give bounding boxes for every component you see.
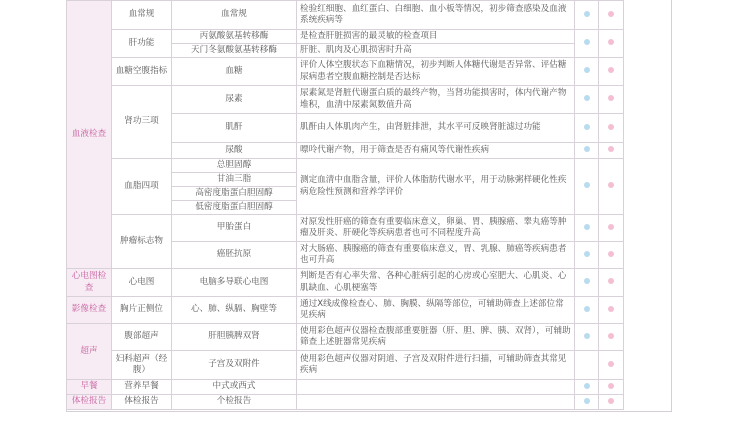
blank-cell	[624, 242, 671, 269]
mark-cell-pink	[599, 297, 624, 324]
mark-cell-pink	[599, 30, 624, 58]
item-description: 测定血清中血脂含量，评价人体脂肪代谢水平，用于动脉粥样硬化性疾病危险性预测和营养学评价	[297, 159, 575, 215]
mark-cell-pink	[599, 269, 624, 297]
item-name: 肝胆胰脾双肾	[172, 324, 297, 351]
pink-dot-icon	[608, 361, 614, 367]
item-description: 嘌呤代谢产物，用于筛查是否有痛风等代谢性疾病	[297, 143, 575, 159]
mark-cell-blue-empty	[575, 351, 599, 380]
mark-cell-blue	[575, 143, 599, 159]
mark-cell-pink	[599, 395, 624, 410]
table-row	[67, 395, 671, 410]
item-name: 甲胎蛋白	[172, 215, 297, 242]
blue-dot-icon	[584, 224, 590, 230]
item-description: 判断是否有心率失常、各种心脏病引起的心房或心室肥大、心肌炎、心肌缺血、心肌梗塞等	[297, 269, 575, 297]
blank-cell	[624, 58, 671, 86]
mark-cell-pink	[599, 114, 624, 143]
table-row	[67, 215, 671, 242]
mark-cell-blue	[575, 395, 599, 410]
subcategory: 心电图	[112, 269, 172, 297]
mark-cell-blue	[575, 30, 599, 58]
blue-dot-icon	[584, 11, 590, 17]
blank-cell	[624, 324, 671, 351]
blue-dot-icon	[584, 278, 590, 284]
item-description: 对原发性肝癌的筛查有重要临床意义，卵巢、胃、胰腺癌、睾丸癌等肿瘤及肝炎、肝硬化等疾病患者也可不同程度升高	[297, 215, 575, 242]
blue-dot-icon	[584, 333, 590, 339]
pink-dot-icon	[608, 39, 614, 45]
item-name: 血糖	[172, 58, 297, 86]
item-description	[297, 380, 575, 395]
mark-cell-blue	[575, 242, 599, 269]
blue-dot-icon	[584, 398, 590, 404]
table-row	[67, 30, 671, 44]
item-name: 心、肺、纵膈、胸壁等	[172, 297, 297, 324]
category-ecg: 心电图检查	[67, 269, 112, 297]
mark-cell-blue	[575, 159, 599, 215]
item-name: 个检报告	[172, 395, 297, 410]
subcategory: 血糖空腹指标	[112, 58, 172, 86]
item-name: 电脑多导联心电图	[172, 269, 297, 297]
mark-cell-pink	[599, 143, 624, 159]
blank-cell	[624, 351, 671, 380]
pink-dot-icon	[608, 398, 614, 404]
item-name: 子宫及双附件	[172, 351, 297, 380]
item-name: 肌酐	[172, 114, 297, 143]
mark-cell-pink	[599, 58, 624, 86]
item-description	[297, 395, 575, 410]
blue-dot-icon	[584, 124, 590, 130]
pink-dot-icon	[608, 306, 614, 312]
blank-cell	[624, 269, 671, 297]
item-description: 肌酐由人体肌肉产生，由肾脏排泄，其水平可反映肾脏滤过功能	[297, 114, 575, 143]
table-row	[67, 159, 671, 173]
pink-dot-icon	[608, 278, 614, 284]
item-name: 丙氨酸氨基转移酶	[172, 30, 297, 44]
blank-cell	[624, 86, 671, 114]
exam-items-table	[66, 0, 671, 410]
mark-cell-pink	[599, 159, 624, 215]
item-name: 尿酸	[172, 143, 297, 159]
item-description: 对大肠癌、胰腺癌的筛查有重要临床意义，胃、乳腺、肺癌等疾病患者也可升高	[297, 242, 575, 269]
subcategory: 肝功能	[112, 30, 172, 58]
item-name: 中式或西式	[172, 380, 297, 395]
subcategory: 血常规	[112, 1, 172, 30]
blue-dot-icon	[584, 383, 590, 389]
table-row	[67, 1, 671, 30]
item-name: 总胆固醇	[172, 159, 297, 173]
pink-dot-icon	[608, 67, 614, 73]
category-breakfast: 早餐	[67, 380, 112, 395]
mark-cell-pink	[599, 351, 624, 380]
item-description: 使用彩色超声仪器对阴道、子宫及双附件进行扫描，可辅助筛查其常见疾病	[297, 351, 575, 380]
blank-cell	[624, 30, 671, 58]
pink-dot-icon	[608, 383, 614, 389]
category-ultrasound: 超声	[67, 324, 112, 380]
subcategory: 营养早餐	[112, 380, 172, 395]
pink-dot-icon	[608, 11, 614, 17]
item-description: 肝脏、肌肉及心肌损害时升高	[297, 44, 575, 58]
item-name: 甘油三脂	[172, 173, 297, 187]
subcategory: 肿瘤标志物	[112, 215, 172, 269]
mark-cell-blue	[575, 380, 599, 395]
pink-dot-icon	[608, 251, 614, 257]
pink-dot-icon	[608, 95, 614, 101]
item-description: 尿素氮是肾脏代谢蛋白质的最终产物，当肾功能损害时，体内代谢产物堆积，血清中尿素氮数值升高	[297, 86, 575, 114]
mark-cell-blue	[575, 86, 599, 114]
mark-cell-blue	[575, 297, 599, 324]
subcategory: 腹部超声	[112, 324, 172, 351]
blue-dot-icon	[584, 182, 590, 188]
item-name: 天门冬氨酸氨基转移酶	[172, 44, 297, 58]
mark-cell-blue	[575, 114, 599, 143]
item-description: 检验红细胞、血红蛋白、白细胞、血小板等情况，初步筛查感染及血液系统疾病等	[297, 1, 575, 30]
category-report: 体检报告	[67, 395, 112, 410]
pink-dot-icon	[608, 224, 614, 230]
item-name: 低密度脂蛋白胆固醇	[172, 201, 297, 215]
table-row	[67, 380, 671, 395]
pink-dot-icon	[608, 182, 614, 188]
blank-cell	[624, 114, 671, 143]
item-description: 是检查肝脏损害的最灵敏的检查项目	[297, 30, 575, 44]
blue-dot-icon	[584, 306, 590, 312]
item-name: 尿素	[172, 86, 297, 114]
table-row	[67, 86, 671, 114]
item-description: 评价人体空腹状态下血糖情况，初步判断人体糖代谢是否异常、评估糖尿病患者空腹血糖控制是否达标	[297, 58, 575, 86]
blue-dot-icon	[584, 251, 590, 257]
mark-cell-blue	[575, 58, 599, 86]
blank-cell	[624, 380, 671, 395]
table-row	[67, 324, 671, 351]
mark-cell-blue	[575, 1, 599, 30]
pink-dot-icon	[608, 146, 614, 152]
blank-cell	[624, 395, 671, 410]
blue-dot-icon	[584, 67, 590, 73]
item-name: 血常规	[172, 1, 297, 30]
mark-cell-blue	[575, 324, 599, 351]
mark-cell-pink	[599, 215, 624, 242]
table-row	[67, 297, 671, 324]
subcategory: 体检报告	[112, 395, 172, 410]
blue-dot-icon	[584, 95, 590, 101]
blank-cell	[624, 297, 671, 324]
subcategory: 血脂四项	[112, 159, 172, 215]
item-description: 通过X线成像检查心、肺、胸膜、纵隔等部位，可辅助筛查上述部位常见疾病	[297, 297, 575, 324]
category-imaging: 影像检查	[67, 297, 112, 324]
table-row	[67, 351, 671, 380]
item-name: 高密度脂蛋白胆固醇	[172, 187, 297, 201]
item-description: 使用彩色超声仪器检查腹部重要脏器（肝、胆、脾、胰、双肾），可辅助筛查上述脏器常见疾病	[297, 324, 575, 351]
blank-cell	[624, 215, 671, 242]
mark-cell-pink	[599, 380, 624, 395]
mark-cell-pink	[599, 324, 624, 351]
blue-dot-icon	[584, 39, 590, 45]
item-name: 癌胚抗原	[172, 242, 297, 269]
pink-dot-icon	[608, 333, 614, 339]
category-blood: 血液检查	[67, 1, 112, 269]
blank-cell	[624, 159, 671, 215]
subcategory: 胸片正侧位	[112, 297, 172, 324]
blank-cell	[624, 143, 671, 159]
mark-cell-pink	[599, 86, 624, 114]
blue-dot-icon	[584, 146, 590, 152]
mark-cell-blue	[575, 269, 599, 297]
mark-cell-blue	[575, 215, 599, 242]
subcategory: 肾功三项	[112, 86, 172, 159]
table-row	[67, 58, 671, 86]
mark-cell-pink	[599, 242, 624, 269]
blank-cell	[624, 1, 671, 30]
subcategory: 妇科超声（经腹）	[112, 351, 172, 380]
table-row	[67, 269, 671, 297]
pink-dot-icon	[608, 124, 614, 130]
mark-cell-pink	[599, 1, 624, 30]
